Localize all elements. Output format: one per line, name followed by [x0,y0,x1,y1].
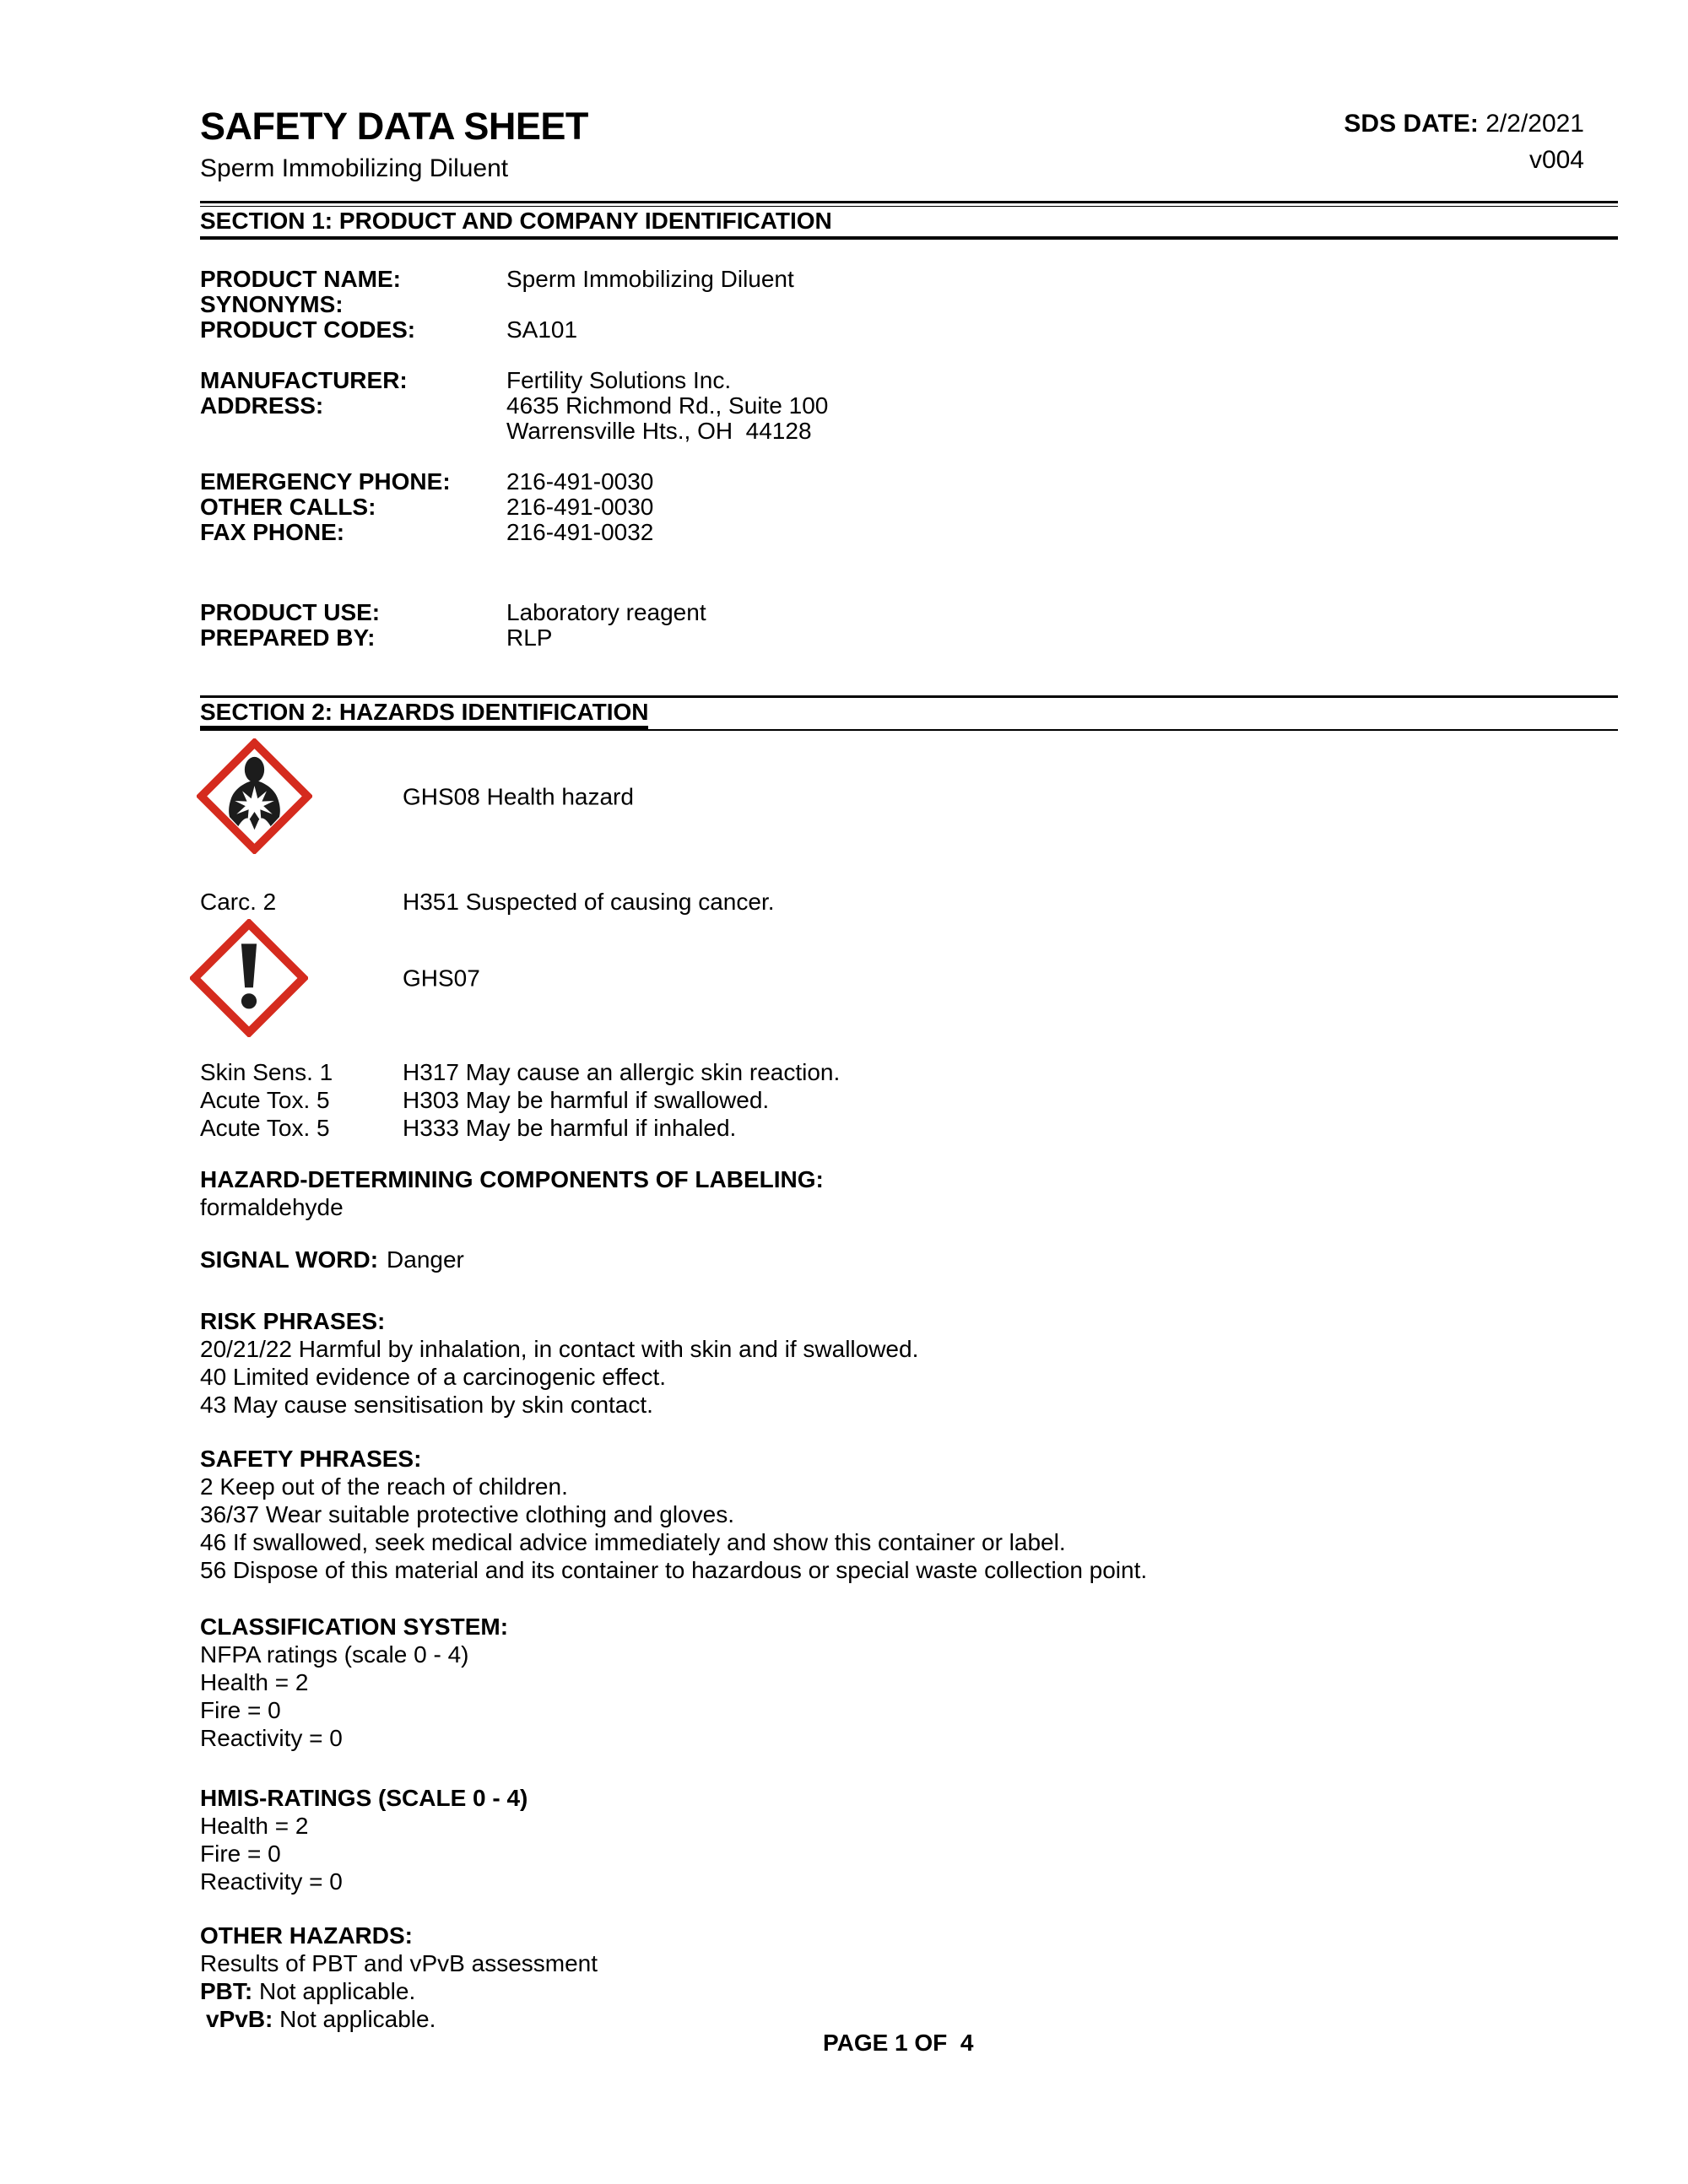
field-label: MANUFACTURER: [200,367,408,393]
risk-phrase: 20/21/22 Harmful by inhalation, in contact with skin and if swallowed. [200,1336,919,1362]
field-value: 216-491-0030 [506,494,654,520]
field-label: PRODUCT NAME: [200,266,401,292]
other-hazards-intro: Results of PBT and vPvB assessment [200,1950,598,1976]
field-value: Warrensville Hts., OH 44128 [506,418,812,444]
hazard-phrase: H351 Suspected of causing cancer. [403,889,775,915]
field-label: EMERGENCY PHONE: [200,468,451,495]
safety-phrase: 2 Keep out of the reach of children. [200,1473,568,1500]
pbt-value: Not applicable. [259,1978,416,2004]
ghs07-label: GHS07 [403,965,480,992]
hazard-class: Carc. 2 [200,889,277,915]
field-value: RLP [506,624,553,651]
vpvb-value: Not applicable. [279,2006,436,2032]
document-subtitle: Sperm Immobilizing Diluent [200,154,509,182]
classification-item: Fire = 0 [200,1697,281,1723]
field-value: Fertility Solutions Inc. [506,367,732,393]
field-row-synonyms [200,292,1618,317]
field-value: 216-491-0030 [506,468,654,495]
section-1-header [200,201,1618,240]
hazard-class-row [200,1086,1618,1114]
field-row-address-line-2 [200,419,1618,444]
header-right [1344,111,1618,181]
spacer [200,343,1618,368]
field-row-emergency-phone [200,469,1618,495]
classification-item: NFPA ratings (scale 0 - 4) [200,1641,469,1668]
section-2-header [200,695,1618,731]
field-value: 216-491-0032 [506,519,654,545]
pbt-line [200,1977,1618,2005]
classification-item: Reactivity = 0 [200,1725,343,1751]
classification-item: Health = 2 [200,1669,309,1695]
hazard-components-heading: HAZARD-DETERMINING COMPONENTS OF LABELING: [200,1166,824,1192]
field-value: SA101 [506,316,578,343]
page-content [200,0,1618,2033]
field-row-product-codes [200,317,1618,343]
section-2-title: SECTION 2: HAZARDS IDENTIFICATION [200,698,1618,731]
risk-phrase: 40 Limited evidence of a carcinogenic effect. [200,1364,667,1390]
risk-phrases-block [200,1307,1618,1419]
field-label: PREPARED BY: [200,624,376,651]
other-hazards-block [200,1922,1618,2033]
hazard-phrase: H333 May be harmful if inhaled. [403,1115,737,1141]
header-left [200,107,588,181]
signal-word-value: Danger [387,1246,464,1273]
field-label: ADDRESS: [200,392,324,419]
section-1-top-rule [200,201,1618,207]
page-number: PAGE 1 OF 4 [823,2030,974,2056]
sds-date-value: 2/2/2021 [1485,110,1584,138]
safety-phrase: 46 If swallowed, seek medical advice immediately and show this container or label. [200,1529,1066,1555]
ghs08-pictogram-row [200,738,1618,854]
document-title: SAFETY DATA SHEET [200,105,588,148]
field-label: OTHER CALLS: [200,494,376,520]
section-1-body [200,267,1618,651]
field-row-address [200,393,1618,419]
document-header [200,107,1618,181]
pbt-label: PBT: [200,1978,253,2004]
hazard-class-row [200,1058,1618,1086]
vpvb-label: vPvB: [206,2006,273,2032]
hmis-item: Health = 2 [200,1813,309,1839]
field-row-manufacturer [200,368,1618,393]
field-row-prepared-by [200,625,1618,651]
hazard-class: Skin Sens. 1 [200,1059,333,1085]
ghs07-exclamation-icon [190,919,308,1037]
hazard-class-list [200,1058,1618,1142]
field-label [200,419,506,444]
field-value: 4635 Richmond Rd., Suite 100 [506,392,829,419]
hmis-block [200,1784,1618,1895]
sds-date-line [1344,111,1584,137]
field-row-product-use [200,600,1618,625]
hazard-components-value: formaldehyde [200,1194,344,1220]
ghs08-health-hazard-icon [197,738,312,854]
ghs07-pictogram-row [200,919,1618,1037]
classification-heading: CLASSIFICATION SYSTEM: [200,1614,509,1640]
risk-phrase: 43 May cause sensitisation by skin contact. [200,1392,653,1418]
hazard-class-row [200,1114,1618,1142]
safety-phrase: 56 Dispose of this material and its container to hazardous or special waste collection point. [200,1557,1148,1583]
signal-word-block [200,1246,1618,1273]
risk-phrases-heading: RISK PHRASES: [200,1308,386,1334]
hmis-item: Reactivity = 0 [200,1868,343,1895]
field-label: SYNONYMS: [200,291,344,317]
field-value: Sperm Immobilizing Diluent [506,266,794,292]
hazard-class-row [200,888,1618,916]
hmis-item: Fire = 0 [200,1841,281,1867]
hazard-components-block [200,1165,1618,1221]
hazard-phrase: H317 May cause an allergic skin reaction. [403,1059,841,1085]
spacer [200,444,1618,469]
section-1-title: SECTION 1: PRODUCT AND COMPANY IDENTIFICATION [200,207,1618,240]
sds-date-label: SDS DATE: [1344,110,1479,138]
version-label: v004 [1528,146,1584,174]
hmis-heading: HMIS-RATINGS (SCALE 0 - 4) [200,1785,528,1811]
field-row-other-calls [200,495,1618,520]
other-hazards-heading: OTHER HAZARDS: [200,1922,413,1949]
hazard-class: Acute Tox. 5 [200,1115,330,1141]
field-label: FAX PHONE: [200,519,345,545]
field-label: PRODUCT USE: [200,599,381,625]
field-row-product-name [200,267,1618,292]
hazard-phrase: H303 May be harmful if swallowed. [403,1087,770,1113]
spacer [200,545,1618,600]
field-row-fax-phone [200,520,1618,545]
safety-phrase: 36/37 Wear suitable protective clothing and gloves. [200,1501,734,1527]
classification-block [200,1613,1618,1752]
safety-phrases-heading: SAFETY PHRASES: [200,1446,422,1472]
signal-word-label: SIGNAL WORD: [200,1246,379,1273]
hazard-class: Acute Tox. 5 [200,1087,330,1113]
ghs08-label: GHS08 Health hazard [403,783,634,809]
safety-phrases-block [200,1445,1618,1584]
field-label: PRODUCT CODES: [200,316,416,343]
field-value: Laboratory reagent [506,599,706,625]
